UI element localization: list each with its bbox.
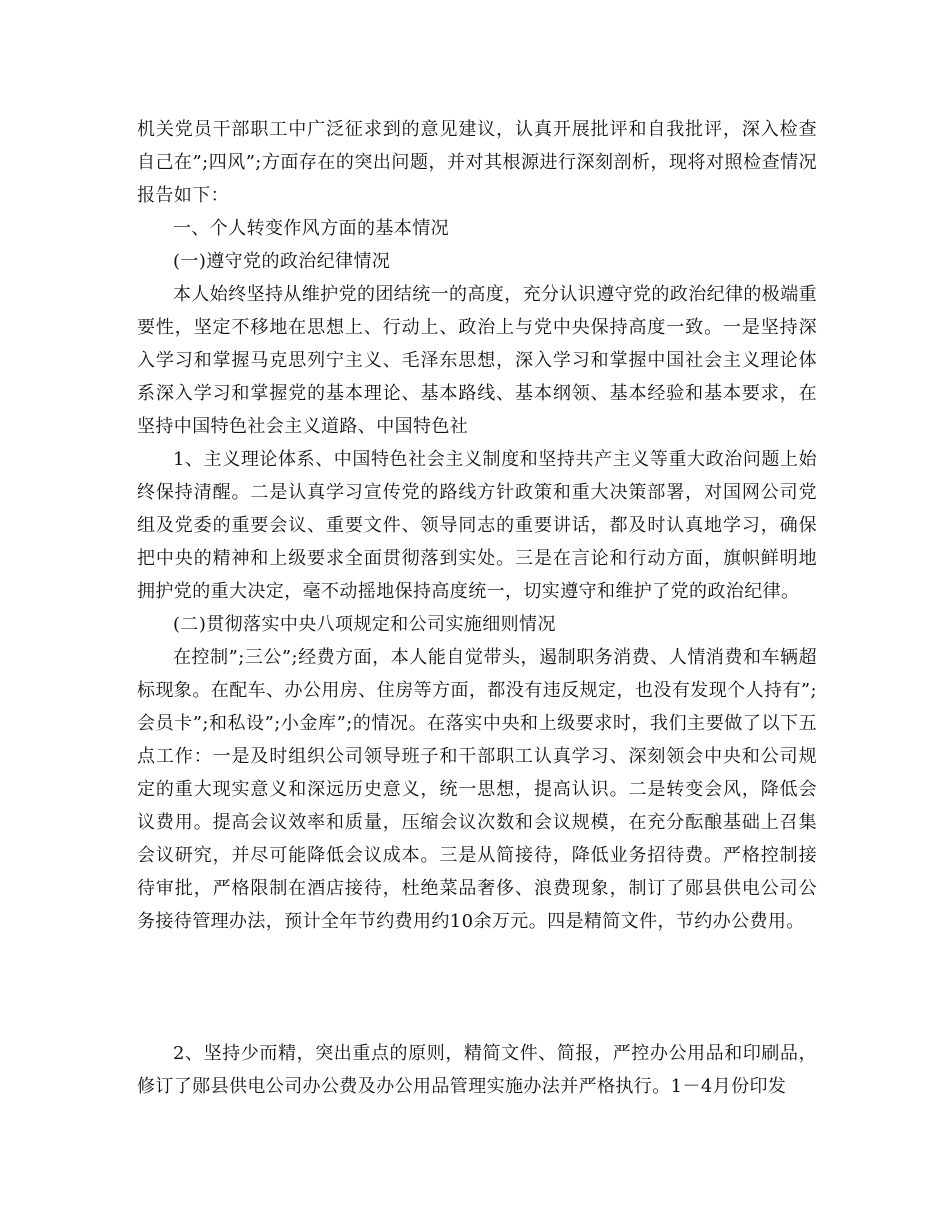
heading-section-one: 一、个人转变作风方面的基本情况 [173,218,449,239]
paragraph-political-discipline: 本人始终坚持从维护党的团结统一的高度，充分认识遵守党的政治纪律的极端重要性，坚定不移地在思想上、行动上、政治上与党中央保持高度一致。一是坚持深入学习和掌握马克思列宁主义、毛泽东思想，深入学习和掌握中国社会主义理论体系深入学习和掌握党的基本理论、基本路线、基本纲领、基本经验和基本要求，在坚持中国特色社会主义道路、中国特色社 [137,284,817,437]
paragraph-intro: 机关党员干部职工中广泛征求到的意见建议，认真开展批评和自我批评，深入检查自己在”;四风”;方面存在的突出问题，并对其根源进行深刻剖析，现将对照检查情况报告如下： [137,119,817,206]
paragraph-item-one: 1、主义理论体系、中国特色社会主义制度和坚持共产主义等重大政治问题上始终保持清醒。二是认真学习宣传党的路线方针政策和重大决策部署，对国网公司党组及党委的重要会议、重要文件、领导同志的重要讲话，都及时认真地学习，确保把中央的精神和上级要求全面贯彻落到实处。三是在言论和行动方面，旗帜鲜明地拥护党的重大决定，毫不动摇地保持高度统一，切实遵守和维护了党的政治纪律。 [137,449,817,602]
paragraph-item-two: 2、坚持少而精，突出重点的原则，精简文件、简报，严控办公用品和印刷品，修订了郧县供电公司办公费及办公用品管理实施办法并严格执行。1－4月份印发 [137,1043,817,1097]
paragraph-eight-regulations: 在控制”;三公”;经费方面，本人能自觉带头，遏制职务消费、人情消费和车辆超标现象。在配车、办公用房、住房等方面，都没有违反规定，也没有发现个人持有”;会员卡”;和私设”;小金库”;的情况。在落实中央和上级要求时，我们主要做了以下五点工作：一是及时组织公司领导班子和干部职工认真学习、深刻领会中央和公司规定的重大现实意义和深远历史意义，统一思想，提高认识。二是转变会风，降低会议费用。提高会议效率和质量，压缩会议次数和会议规模，在充分酝酿基础上召集会议研究，并尽可能降低会议成本。三是从简接待，降低业务招待费。严格控制接待审批，严格限制在酒店接待，杜绝菜品奢侈、浪费现象，制订了郧县供电公司公务接待管理办法，预计全年节约费用约10余万元。四是精简文件，节约办公费用。 [137,647,817,932]
heading-subsection-two: (二)贯彻落实中央八项规定和公司实施细则情况 [173,614,556,635]
heading-subsection-one: (一)遵守党的政治纪律情况 [173,251,391,272]
